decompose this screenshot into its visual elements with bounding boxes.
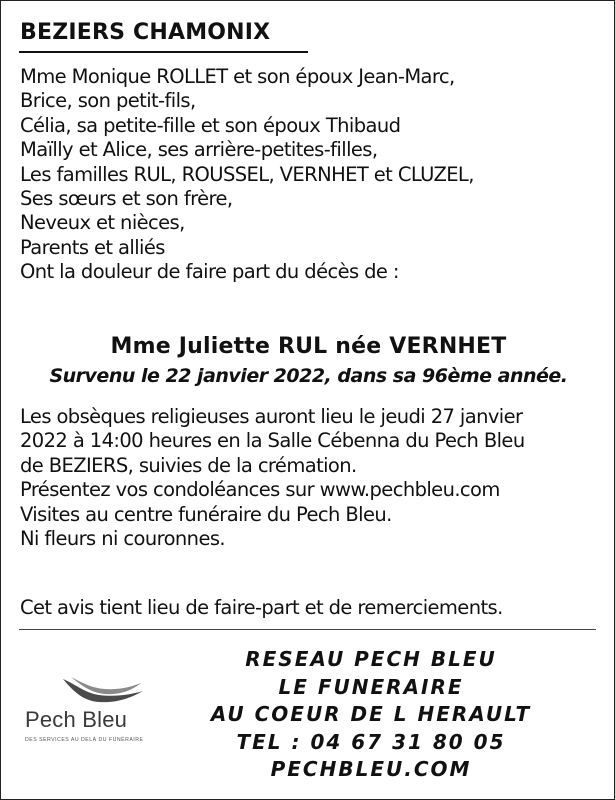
family-announcement <box>20 65 474 285</box>
family-line: Maïlly et Alice, ses arrière-petites-filles, <box>20 138 378 162</box>
contact-line: RESEAU PECH BLEU <box>245 647 497 671</box>
pech-bleu-logo <box>25 673 165 753</box>
section-divider <box>19 629 596 630</box>
logo-name: Pech Bleu <box>25 707 128 732</box>
notice-heading: BEZIERS CHAMONIX <box>20 20 271 45</box>
details-line: Ni fleurs ni couronnes. <box>20 527 225 551</box>
details-line: Présentez vos condoléances sur www.pechbleu.com <box>20 478 500 502</box>
heading-underline <box>19 51 308 53</box>
family-line: Mme Monique ROLLET et son époux Jean-Marc, <box>20 65 455 88</box>
details-line: de BEZIERS, suivies de la crémation. <box>20 453 357 477</box>
family-line: Célia, sa petite-fille et son époux Thibaud <box>20 113 401 137</box>
family-line: Ses sœurs et son frère, <box>20 187 233 211</box>
family-line: Ont la douleur de faire part du décès de : <box>20 260 399 284</box>
details-line: Les obsèques religieuses auront lieu le jeudi 27 janvier <box>20 405 523 428</box>
logo-tagline: DES SERVICES AU DELÀ DU FUNÉRAIRE <box>25 737 144 743</box>
details-line: Visites au centre funéraire du Pech Bleu. <box>20 502 392 526</box>
closing-note: Cet avis tient lieu de faire-part et de remerciements. <box>20 596 503 619</box>
contact-website: PECHBLEU.COM <box>270 757 472 781</box>
swoosh-bird-icon <box>25 673 165 709</box>
family-line: Les familles RUL, ROUSSEL, VERNHET et CLUZEL, <box>20 162 474 186</box>
date-of-death: Survenu le 22 janvier 2022, dans sa 96ème année. <box>49 365 568 387</box>
family-line: Brice, son petit-fils, <box>20 89 196 113</box>
contact-phone: TEL : 04 67 31 80 05 <box>236 729 506 754</box>
contact-line: AU COEUR DE L HERAULT <box>210 702 532 726</box>
funeral-home-contact <box>181 646 561 784</box>
family-line: Parents et alliés <box>20 235 165 259</box>
family-line: Neveux et nièces, <box>20 211 185 235</box>
deceased-name: Mme Juliette RUL née VERNHET <box>110 334 507 359</box>
funeral-details <box>20 405 525 551</box>
details-line: 2022 à 14:00 heures en la Salle Cébenna du Pech Bleu <box>20 429 525 453</box>
contact-line: LE FUNERAIRE <box>278 674 464 699</box>
